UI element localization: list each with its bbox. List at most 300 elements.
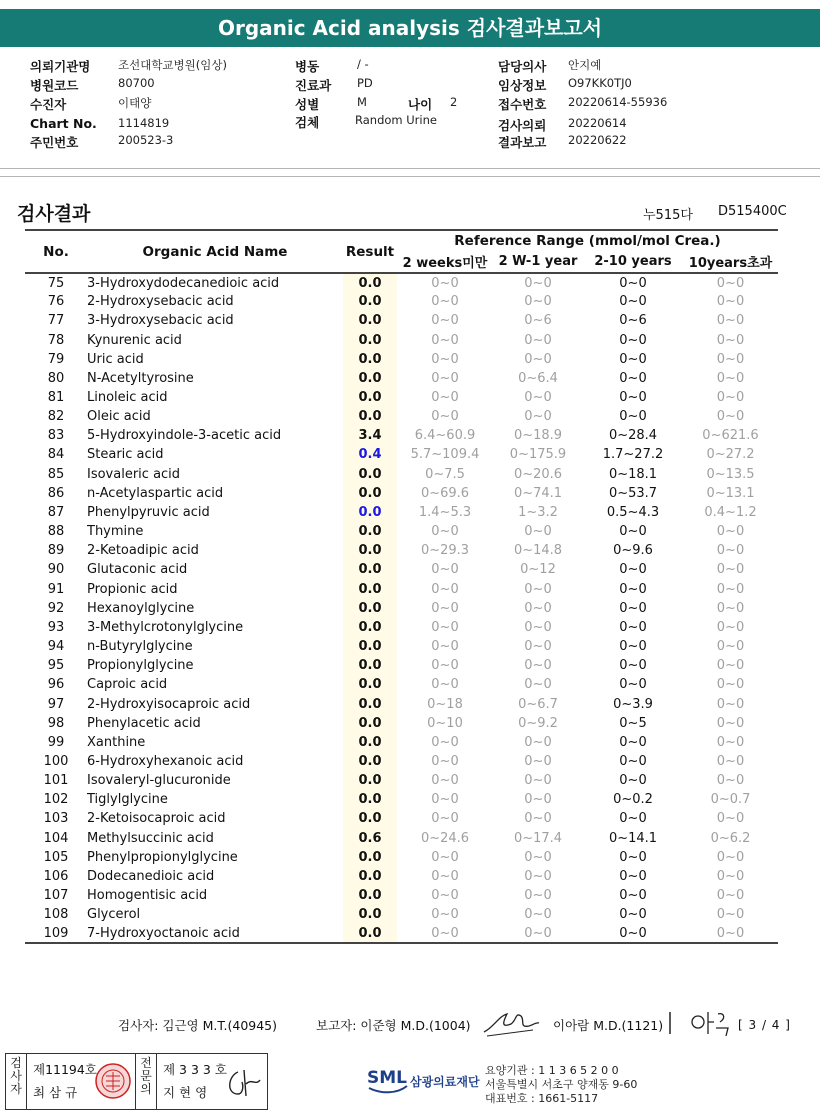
acid-name: 3-Hydroxysebacic acid xyxy=(87,313,234,329)
ref-10y-plus: 0~0 xyxy=(716,351,745,367)
ref-2w-1y: 0~0 xyxy=(524,600,552,616)
result-value: 0.0 xyxy=(343,522,397,541)
acid-name: 3-Hydroxydodecanedioic acid xyxy=(87,275,280,291)
ref-10y-plus: 0~0 xyxy=(716,370,745,386)
ref-2weeks: 0~7.5 xyxy=(425,466,465,482)
divider xyxy=(26,1054,27,1109)
ref-2w-1y: 0~0 xyxy=(524,811,552,827)
ref-2w-1y: 0~0 xyxy=(524,524,552,540)
result-value: 0.0 xyxy=(343,637,397,656)
org-name: 삼광의료재단 xyxy=(410,1075,480,1089)
ref-2-10y: 0~0 xyxy=(619,562,647,578)
ref-2weeks: 0~0 xyxy=(431,849,459,865)
ref-10y-plus: 0~0 xyxy=(716,734,745,750)
result-value: 0.0 xyxy=(343,733,397,752)
ref-2weeks: 0~0 xyxy=(431,370,459,386)
ref-2-10y: 0~14.1 xyxy=(608,830,658,846)
acid-name: n-Butyrylglycine xyxy=(87,639,193,655)
row-number: 83 xyxy=(47,428,65,444)
info-value: O97KK0TJ0 xyxy=(568,76,632,90)
acid-name: Caproic acid xyxy=(87,677,168,693)
info-label: 담당의사 xyxy=(498,59,547,74)
divider xyxy=(135,1054,136,1109)
info-label: 의뢰기관명 xyxy=(30,59,91,74)
ref-10y-plus: 0~27.2 xyxy=(706,447,755,463)
ref-2weeks: 0~10 xyxy=(427,715,463,731)
result-value: 0.0 xyxy=(343,388,397,407)
row-number: 104 xyxy=(43,830,69,846)
specialist-cert: 제 3 3 3 호 xyxy=(163,1062,227,1077)
row-number: 107 xyxy=(43,888,69,904)
table-row xyxy=(25,503,778,522)
table-row xyxy=(25,924,778,943)
ref-2weeks: 0~0 xyxy=(431,581,459,597)
info-value: M xyxy=(357,95,367,109)
table-row xyxy=(25,637,778,656)
table-row xyxy=(25,675,778,694)
ref-2weeks: 5.7~109.4 xyxy=(410,447,480,463)
ref-2w-1y: 0~0 xyxy=(524,888,552,904)
acid-name: 2-Hydroxyisocaproic acid xyxy=(87,696,251,712)
section-title: 검사결과 xyxy=(17,203,91,225)
ref-2weeks: 0~0 xyxy=(431,907,459,923)
ref-2-10y: 0~9.6 xyxy=(613,543,653,559)
ref-2w-1y: 0~20.6 xyxy=(513,466,563,482)
info-label: 병원코드 xyxy=(30,78,79,93)
ref-2-10y: 0~0 xyxy=(619,351,647,367)
table-row xyxy=(25,848,778,867)
acid-name: Thymine xyxy=(87,524,144,540)
info-label: 수진자 xyxy=(30,97,67,112)
page-number: [ 3 / 4 ] xyxy=(738,1018,791,1032)
ref-2-10y: 0~0 xyxy=(619,600,647,616)
info-value: 이태양 xyxy=(118,96,152,110)
row-number: 106 xyxy=(43,868,69,884)
table-row xyxy=(25,484,778,503)
ref-2-10y: 0~0 xyxy=(619,811,647,827)
specialist-sign-mark xyxy=(224,1066,264,1102)
ref-2w-1y: 0~0 xyxy=(524,658,552,674)
result-value: 0.0 xyxy=(343,599,397,618)
table-row xyxy=(25,445,778,464)
ref-10y-plus: 0~0 xyxy=(716,907,745,923)
ref-10y-plus: 0~0 xyxy=(716,868,745,884)
acid-name: Tiglylglycine xyxy=(87,792,168,808)
row-number: 99 xyxy=(47,734,65,750)
row-number: 79 xyxy=(47,351,65,367)
ref-2weeks: 0~0 xyxy=(431,639,459,655)
ref-2-10y: 0~5 xyxy=(619,715,647,731)
ref-2weeks: 0~0 xyxy=(431,753,459,769)
ref-2w-1y: 0~0 xyxy=(524,332,552,348)
col-header-2weeks: 2 weeks미만 xyxy=(402,255,488,271)
ref-2-10y: 0~28.4 xyxy=(608,428,658,444)
stamp-label-examiner: 검사자 xyxy=(10,1056,22,1096)
info-label: 진료과 xyxy=(295,78,332,93)
row-number: 77 xyxy=(47,313,65,329)
ref-2-10y: 0~0 xyxy=(619,734,647,750)
ref-2-10y: 0~0 xyxy=(619,849,647,865)
ref-10y-plus: 0~0 xyxy=(716,390,745,406)
ref-2w-1y: 0~0 xyxy=(524,294,552,310)
ref-2weeks: 0~24.6 xyxy=(420,830,470,846)
results-table xyxy=(25,229,778,944)
ref-10y-plus: 0~0 xyxy=(716,275,745,291)
ref-2weeks: 0~0 xyxy=(431,773,459,789)
result-value: 0.0 xyxy=(343,790,397,809)
info-value: 1114819 xyxy=(118,116,170,130)
ref-2w-1y: 0~6.4 xyxy=(518,370,558,386)
acid-name: N-Acetyltyrosine xyxy=(87,370,194,386)
col-header-result: Result xyxy=(345,243,395,260)
ref-2-10y: 0~0 xyxy=(619,773,647,789)
ref-10y-plus: 0~0 xyxy=(716,562,745,578)
ref-10y-plus: 0~0 xyxy=(716,332,745,348)
acid-name: Oleic acid xyxy=(87,409,151,425)
ref-2weeks: 0~0 xyxy=(431,351,459,367)
ref-2w-1y: 0~6 xyxy=(524,313,552,329)
row-number: 91 xyxy=(47,581,65,597)
table-row xyxy=(25,541,778,560)
info-label: 결과보고 xyxy=(498,135,547,150)
ref-2weeks: 1.4~5.3 xyxy=(418,504,472,520)
ref-10y-plus: 0~0 xyxy=(716,849,745,865)
info-value: 2 xyxy=(450,95,458,109)
row-number: 105 xyxy=(43,849,69,865)
ref-2w-1y: 0~0 xyxy=(524,351,552,367)
ref-2weeks: 0~0 xyxy=(431,294,459,310)
ref-2-10y: 0~0 xyxy=(619,907,647,923)
ref-2-10y: 0~6 xyxy=(619,313,647,329)
acid-name: Kynurenic acid xyxy=(87,332,182,348)
info-label: 검체 xyxy=(295,115,320,130)
ref-10y-plus: 0~0 xyxy=(716,658,745,674)
info-label: 임상정보 xyxy=(498,78,547,93)
result-value: 0.0 xyxy=(343,848,397,867)
row-number: 103 xyxy=(43,811,69,827)
result-value: 0.0 xyxy=(343,465,397,484)
table-row xyxy=(25,560,778,579)
examiner-signature: 검사자: 김근영 M.T.(40945) xyxy=(118,1018,278,1033)
result-value: 0.0 xyxy=(343,273,397,292)
row-number: 108 xyxy=(43,907,69,923)
row-number: 85 xyxy=(47,466,65,482)
row-number: 98 xyxy=(47,715,65,731)
acid-name: Propionylglycine xyxy=(87,658,194,674)
row-number: 78 xyxy=(47,332,65,348)
ref-10y-plus: 0~0.7 xyxy=(710,792,751,808)
footer-line: 요양기관 : 1 1 3 6 5 2 0 0 xyxy=(485,1064,619,1077)
row-number: 92 xyxy=(47,600,65,616)
report-code: D515400C xyxy=(718,204,787,219)
ref-2w-1y: 0~0 xyxy=(524,773,552,789)
ref-2weeks: 0~0 xyxy=(431,275,459,291)
row-number: 89 xyxy=(47,543,65,559)
table-row xyxy=(25,465,778,484)
row-number: 75 xyxy=(47,275,65,291)
acid-name: Glycerol xyxy=(87,907,141,923)
ref-2w-1y: 0~0 xyxy=(524,581,552,597)
ref-2-10y: 0~0 xyxy=(619,409,647,425)
table-row xyxy=(25,350,778,369)
ref-2weeks: 0~0 xyxy=(431,313,459,329)
divider xyxy=(156,1054,157,1109)
row-number: 80 xyxy=(47,370,65,386)
table-row xyxy=(25,369,778,388)
ref-2weeks: 0~0 xyxy=(431,332,459,348)
acid-name: Hexanoylglycine xyxy=(87,600,195,616)
ref-2w-1y: 0~0 xyxy=(524,734,552,750)
ref-2weeks: 0~0 xyxy=(431,658,459,674)
ref-2-10y: 0~0 xyxy=(619,524,647,540)
table-row xyxy=(25,694,778,713)
ref-2w-1y: 0~14.8 xyxy=(513,543,563,559)
ref-10y-plus: 0~0 xyxy=(716,294,745,310)
row-number: 100 xyxy=(43,753,69,769)
footer-line: 대표번호 : 1661-5117 xyxy=(485,1092,599,1105)
ref-2weeks: 0~29.3 xyxy=(420,543,470,559)
reviewer-sign-mark xyxy=(664,1008,734,1040)
result-value: 0.0 xyxy=(343,905,397,924)
row-number: 95 xyxy=(47,658,65,674)
ref-2-10y: 1.7~27.2 xyxy=(602,447,664,463)
ref-10y-plus: 0~6.2 xyxy=(710,830,751,846)
examiner-cert: 제11194호 xyxy=(33,1062,97,1077)
row-number: 90 xyxy=(47,562,65,578)
result-value: 0.0 xyxy=(343,292,397,311)
info-value: 조선대학교병원(임상) xyxy=(118,58,227,72)
seal-icon xyxy=(94,1062,132,1100)
result-value: 0.0 xyxy=(343,675,397,694)
ref-2w-1y: 0~74.1 xyxy=(513,485,563,501)
info-label: 성별 xyxy=(295,97,320,112)
examiner-name: 최 삼 규 xyxy=(33,1085,78,1100)
footer-line: 서울특별시 서초구 양재동 9-60 xyxy=(485,1078,638,1091)
ref-2-10y: 0~0 xyxy=(619,275,647,291)
ref-10y-plus: 0~0 xyxy=(716,773,745,789)
ref-10y-plus: 0~0 xyxy=(716,715,745,731)
col-header-2-10y: 2-10 years xyxy=(594,253,672,269)
table-row xyxy=(25,618,778,637)
ref-2w-1y: 0~6.7 xyxy=(518,696,558,712)
specialist-name: 지 현 영 xyxy=(163,1085,208,1100)
acid-name: 2-Ketoadipic acid xyxy=(87,543,199,559)
acid-name: 5-Hydroxyindole-3-acetic acid xyxy=(87,428,282,444)
ref-2weeks: 0~0 xyxy=(431,888,459,904)
row-number: 97 xyxy=(47,696,65,712)
ref-2w-1y: 0~17.4 xyxy=(513,830,563,846)
ref-2-10y: 0~53.7 xyxy=(608,485,658,501)
col-header-2w-1y: 2 W-1 year xyxy=(498,253,578,269)
info-value: 20220622 xyxy=(568,133,627,147)
ref-2w-1y: 0~0 xyxy=(524,753,552,769)
ref-2weeks: 0~0 xyxy=(431,925,459,941)
row-number: 88 xyxy=(47,524,65,540)
sml-logo: SML xyxy=(367,1068,407,1088)
ref-2weeks: 0~0 xyxy=(431,600,459,616)
ref-10y-plus: 0~0 xyxy=(716,543,745,559)
ref-10y-plus: 0~0 xyxy=(716,753,745,769)
acid-name: Phenylpyruvic acid xyxy=(87,504,210,520)
ref-10y-plus: 0~13.1 xyxy=(706,485,755,501)
result-value: 3.4 xyxy=(343,426,397,445)
ref-2w-1y: 0~175.9 xyxy=(509,447,567,463)
info-label: 검사의뢰 xyxy=(498,118,547,133)
ref-2weeks: 0~0 xyxy=(431,562,459,578)
acid-name: Phenylpropionylglycine xyxy=(87,849,238,865)
col-header-10y-plus: 10years초과 xyxy=(688,255,773,271)
acid-name: 7-Hydroxyoctanoic acid xyxy=(87,925,240,941)
acid-name: Linoleic acid xyxy=(87,390,168,406)
ref-10y-plus: 0~13.5 xyxy=(706,466,755,482)
table-row xyxy=(25,771,778,790)
ref-2weeks: 0~0 xyxy=(431,734,459,750)
ref-2-10y: 0~0 xyxy=(619,658,647,674)
acid-name: 3-Methylcrotonylglycine xyxy=(87,619,244,635)
acid-name: Glutaconic acid xyxy=(87,562,188,578)
results-body xyxy=(25,273,778,943)
ref-10y-plus: 0~0 xyxy=(716,409,745,425)
ref-2w-1y: 0~9.2 xyxy=(518,715,558,731)
result-value: 0.0 xyxy=(343,656,397,675)
acid-name: Phenylacetic acid xyxy=(87,715,201,731)
col-header-name: Organic Acid Name xyxy=(142,243,288,260)
acid-name: n-Acetylaspartic acid xyxy=(87,485,224,501)
result-value: 0.0 xyxy=(343,886,397,905)
ref-2-10y: 0~0 xyxy=(619,390,647,406)
row-number: 109 xyxy=(43,925,69,941)
result-value: 0.0 xyxy=(343,580,397,599)
ref-2w-1y: 0~12 xyxy=(520,562,556,578)
reporter-sign-mark xyxy=(481,1008,541,1038)
table-row xyxy=(25,311,778,330)
ref-2weeks: 0~0 xyxy=(431,868,459,884)
row-number: 87 xyxy=(47,504,65,520)
table-row xyxy=(25,426,778,445)
table-row xyxy=(25,656,778,675)
result-value: 0.0 xyxy=(343,714,397,733)
info-value: / - xyxy=(357,57,369,71)
info-label: Chart No. xyxy=(30,116,97,131)
ref-10y-plus: 0~0 xyxy=(716,639,745,655)
ref-2w-1y: 0~0 xyxy=(524,925,552,941)
ref-10y-plus: 0~0 xyxy=(716,313,745,329)
ref-2-10y: 0~0 xyxy=(619,370,647,386)
acid-name: 2-Hydroxysebacic acid xyxy=(87,294,234,310)
info-value: 20220614-55936 xyxy=(568,95,668,109)
ref-2w-1y: 0~0 xyxy=(524,868,552,884)
reviewer-signature: 이아람 M.D.(1121) xyxy=(553,1018,664,1033)
ref-10y-plus: 0~0 xyxy=(716,925,745,941)
info-value: Random Urine xyxy=(355,113,437,127)
ref-2weeks: 6.4~60.9 xyxy=(414,428,476,444)
ref-2weeks: 0~18 xyxy=(427,696,463,712)
acid-name: Isovaleryl-glucuronide xyxy=(87,773,231,789)
row-number: 86 xyxy=(47,485,65,501)
ref-2-10y: 0~0 xyxy=(619,294,647,310)
acid-name: Propionic acid xyxy=(87,581,178,597)
table-row xyxy=(25,733,778,752)
result-value: 0.0 xyxy=(343,924,397,943)
ref-2w-1y: 0~0 xyxy=(524,390,552,406)
table-row xyxy=(25,580,778,599)
table-row xyxy=(25,867,778,886)
result-value: 0.0 xyxy=(343,311,397,330)
info-value: PD xyxy=(357,76,373,90)
info-value: 안지예 xyxy=(568,58,602,72)
report-code: 누515다 xyxy=(643,208,693,223)
ref-2-10y: 0~0 xyxy=(619,753,647,769)
ref-2-10y: 0~0 xyxy=(619,639,647,655)
ref-2-10y: 0~0 xyxy=(619,925,647,941)
ref-2w-1y: 0~0 xyxy=(524,409,552,425)
reporter-signature: 보고자: 이준형 M.D.(1004) xyxy=(316,1018,471,1033)
ref-2weeks: 0~0 xyxy=(431,524,459,540)
result-value: 0.0 xyxy=(343,350,397,369)
ref-2-10y: 0~0 xyxy=(619,619,647,635)
info-value: 20220614 xyxy=(568,116,627,130)
row-number: 84 xyxy=(47,447,65,463)
ref-10y-plus: 0~621.6 xyxy=(702,428,759,444)
info-label: 주민번호 xyxy=(30,135,79,150)
acid-name: Isovaleric acid xyxy=(87,466,181,482)
ref-10y-plus: 0~0 xyxy=(716,600,745,616)
info-label: 나이 xyxy=(408,97,433,112)
result-value: 0.0 xyxy=(343,407,397,426)
result-value: 0.0 xyxy=(343,503,397,522)
divider xyxy=(0,168,820,169)
ref-2-10y: 0~18.1 xyxy=(608,466,658,482)
result-value: 0.0 xyxy=(343,484,397,503)
info-value: 200523-3 xyxy=(118,133,174,147)
ref-2w-1y: 0~0 xyxy=(524,639,552,655)
row-number: 102 xyxy=(43,792,69,808)
stamp-label-specialist: 전문의 xyxy=(140,1056,152,1096)
info-label: 접수번호 xyxy=(498,97,547,112)
ref-2-10y: 0~0 xyxy=(619,332,647,348)
table-row xyxy=(25,599,778,618)
acid-name: Xanthine xyxy=(87,734,146,750)
ref-2weeks: 0~0 xyxy=(431,811,459,827)
col-header-reference: Reference Range (mmol/mol Crea.) xyxy=(454,232,721,249)
ref-10y-plus: 0~0 xyxy=(716,581,745,597)
ref-2weeks: 0~0 xyxy=(431,619,459,635)
ref-10y-plus: 0~0 xyxy=(716,888,745,904)
acid-name: Dodecanedioic acid xyxy=(87,868,215,884)
table-row xyxy=(25,292,778,311)
ref-2-10y: 0~0 xyxy=(619,888,647,904)
ref-2-10y: 0~0 xyxy=(619,868,647,884)
ref-2-10y: 0.5~4.3 xyxy=(606,504,660,520)
ref-2-10y: 0~0.2 xyxy=(613,792,653,808)
result-value: 0.0 xyxy=(343,752,397,771)
result-value: 0.0 xyxy=(343,541,397,560)
table-row xyxy=(25,273,778,292)
certification-stamp xyxy=(5,1053,268,1110)
ref-2w-1y: 0~0 xyxy=(524,849,552,865)
ref-10y-plus: 0.4~1.2 xyxy=(704,504,757,520)
result-value: 0.0 xyxy=(343,369,397,388)
result-value: 0.0 xyxy=(343,618,397,637)
ref-10y-plus: 0~0 xyxy=(716,677,745,693)
ref-2w-1y: 0~0 xyxy=(524,907,552,923)
ref-2w-1y: 0~0 xyxy=(524,792,552,808)
table-row xyxy=(25,522,778,541)
ref-2-10y: 0~0 xyxy=(619,677,647,693)
row-number: 93 xyxy=(47,619,65,635)
ref-2weeks: 0~69.6 xyxy=(420,485,470,501)
row-number: 101 xyxy=(43,773,69,789)
